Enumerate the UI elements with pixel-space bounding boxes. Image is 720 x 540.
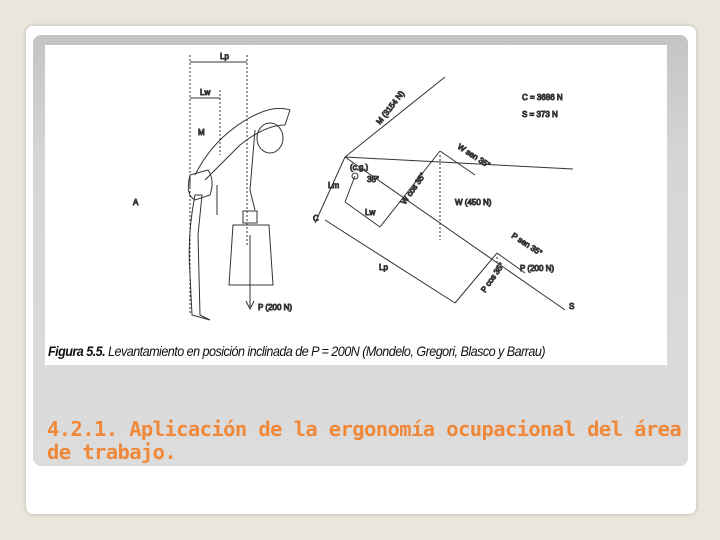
label-w-sen: W sen 35° (455, 142, 492, 170)
label-lm: Lm (328, 181, 340, 190)
figure-caption (48, 343, 545, 359)
label-w-cos: W cos 35° (399, 171, 428, 207)
label-m: M (198, 128, 205, 137)
label-a: A (133, 198, 139, 207)
label-m-force: M (3154 N) (374, 89, 407, 127)
label-lp2: Lp (379, 263, 388, 272)
label-p-sen: P sen 35° (509, 231, 544, 258)
label-cg: (c.g.) (350, 163, 369, 172)
caption-text: Levantamiento en posición inclinada de P = 200N (Mondelo, Gregori, Blasco y Barrau) (105, 343, 545, 359)
label-lp: Lp (220, 52, 229, 61)
label-w-force: W (450 N) (455, 198, 492, 207)
label-lw: Lw (200, 88, 211, 97)
label-p-load: P (200 N) (258, 303, 293, 312)
c-value: C = 3686 N (522, 93, 563, 102)
label-c: C (313, 214, 319, 223)
label-p-cos: P cos 35° (479, 260, 507, 295)
label-angle: 35° (367, 175, 380, 184)
label-p-force: P (200 N) (520, 264, 555, 273)
slide-title: 4.2.1. Aplicación de la ergonomía ocupacional del área de trabajo. (47, 417, 682, 464)
s-value: S = 373 N (522, 110, 558, 119)
caption-label: Figura 5.5. (48, 343, 106, 359)
label-lw2: Lw (365, 208, 376, 217)
biomechanics-diagram (45, 45, 667, 345)
figure-5-5 (45, 45, 667, 365)
label-s: S (569, 302, 575, 311)
